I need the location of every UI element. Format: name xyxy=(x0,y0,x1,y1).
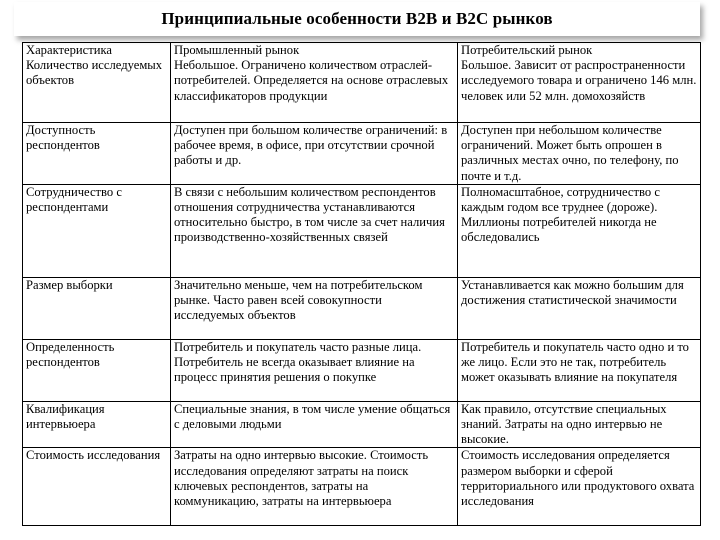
table-cell-industrial-market: Доступен при большом количестве ограничений: в рабочее время, в офисе, при отсутствии срочной работы и др. xyxy=(171,123,458,185)
table-row xyxy=(23,43,701,123)
comparison-table xyxy=(22,42,701,526)
table-cell-characteristic: Определенность респондентов xyxy=(23,339,171,401)
title-banner xyxy=(14,2,700,36)
page-title: Принципиальные особенности B2B и B2C рынков xyxy=(161,9,553,28)
table-row xyxy=(23,277,701,339)
table-row xyxy=(23,448,701,526)
table-row xyxy=(23,339,701,401)
table-cell-consumer-market: Устанавливается как можно большим для достижения статистической значимости xyxy=(458,277,701,339)
table-cell-characteristic: Квалификация интервьюера xyxy=(23,401,171,448)
table-cell-characteristic: Доступность респондентов xyxy=(23,123,171,185)
table-cell-industrial-market: Потребитель и покупатель часто разные лица. Потребитель не всегда оказывает влияние на процесс принятия решения о покупке xyxy=(171,339,458,401)
table-cell-consumer-market: Потребитель и покупатель часто одно и то же лицо. Если это не так, потребитель может оказывать влияние на покупателя xyxy=(458,339,701,401)
table-cell-consumer-market: Стоимость исследования определяется размером выборки и сферой территориального или продуктового охвата исследования xyxy=(458,448,701,526)
table-cell-consumer-market: Доступен при небольшом количестве ограничений. Может быть опрошен в различных местах очно, по телефону, по почте и т.д. xyxy=(458,123,701,185)
table-cell-consumer-market: Как правило, отсутствие специальных знаний. Затраты на одно интервью не высокие. xyxy=(458,401,701,448)
table-cell-characteristic: Стоимость исследования xyxy=(23,448,171,526)
table-row xyxy=(23,401,701,448)
table-cell-industrial-market: Промышленный рынок Небольшое. Ограничено количеством отраслей-потребителей. Определяется на основе отраслевых классификаторов продукции xyxy=(171,43,458,123)
table-cell-consumer-market: Потребительский рынок Большое. Зависит от распространенности исследуемого товара и ограничено 146 млн. человек или 52 млн. домохозяйств xyxy=(458,43,701,123)
table-row xyxy=(23,123,701,185)
comparison-table-container xyxy=(22,42,700,526)
table-row xyxy=(23,184,701,277)
table-cell-characteristic: Размер выборки xyxy=(23,277,171,339)
table-cell-characteristic: Характеристика Количество исследуемых объектов xyxy=(23,43,171,123)
table-cell-industrial-market: Значительно меньше, чем на потребительском рынке. Часто равен всей совокупности исследуемых объектов xyxy=(171,277,458,339)
table-cell-industrial-market: Затраты на одно интервью высокие. Стоимость исследования определяют затраты на поиск ключевых респондентов, затраты на коммуникацию, затраты на интервьюера xyxy=(171,448,458,526)
table-cell-characteristic: Сотрудничество с респондентами xyxy=(23,184,171,277)
table-cell-consumer-market: Полномасштабное, сотрудничество с каждым годом все труднее (дороже). Миллионы потребителей никогда не обследовались xyxy=(458,184,701,277)
table-cell-industrial-market: В связи с небольшим количеством респондентов отношения сотрудничества устанавливаются относительно быстро, в том числе за счет наличия производственно-хозяйственных связей xyxy=(171,184,458,277)
table-cell-industrial-market: Специальные знания, в том числе умение общаться с деловыми людьми xyxy=(171,401,458,448)
